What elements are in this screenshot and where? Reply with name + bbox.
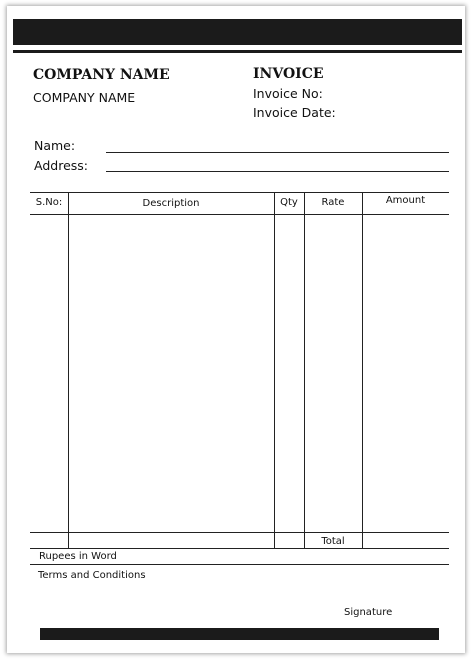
customer-name-label: Name: [34,138,76,153]
customer-address-line [106,171,449,172]
table-bottom-border [30,548,449,549]
customer-address-label: Address: [34,158,88,173]
terms-and-conditions-label: Terms and Conditions [38,570,146,581]
invoice-number-label: Invoice No: [253,86,323,101]
invoice-title: INVOICE [253,66,324,82]
column-header-qty: Qty [280,197,298,208]
rupees-in-word-label: Rupees in Word [39,551,117,562]
footer-bar [40,628,439,640]
total-label: Total [321,536,345,547]
column-header-amount: Amount [385,195,426,206]
signature-label: Signature [344,607,393,618]
header-rule [13,50,462,53]
invoice-date-label: Invoice Date: [253,105,336,120]
rupees-in-word-rule [30,564,449,565]
table-top-border [30,192,449,193]
column-header-sno: S.No: [35,197,63,208]
table-total-border [30,532,449,533]
column-divider-qty [304,192,305,548]
column-divider-description [274,192,275,548]
header-bar [13,19,462,45]
column-header-rate: Rate [321,197,345,208]
column-divider-sno [68,192,69,548]
column-header-description: Description [142,198,200,209]
table-header-border [30,214,449,215]
company-name-heading: COMPANY NAME [33,67,170,83]
customer-name-line [106,152,449,153]
column-divider-rate [362,192,363,548]
company-name-subheading: COMPANY NAME [33,90,136,105]
